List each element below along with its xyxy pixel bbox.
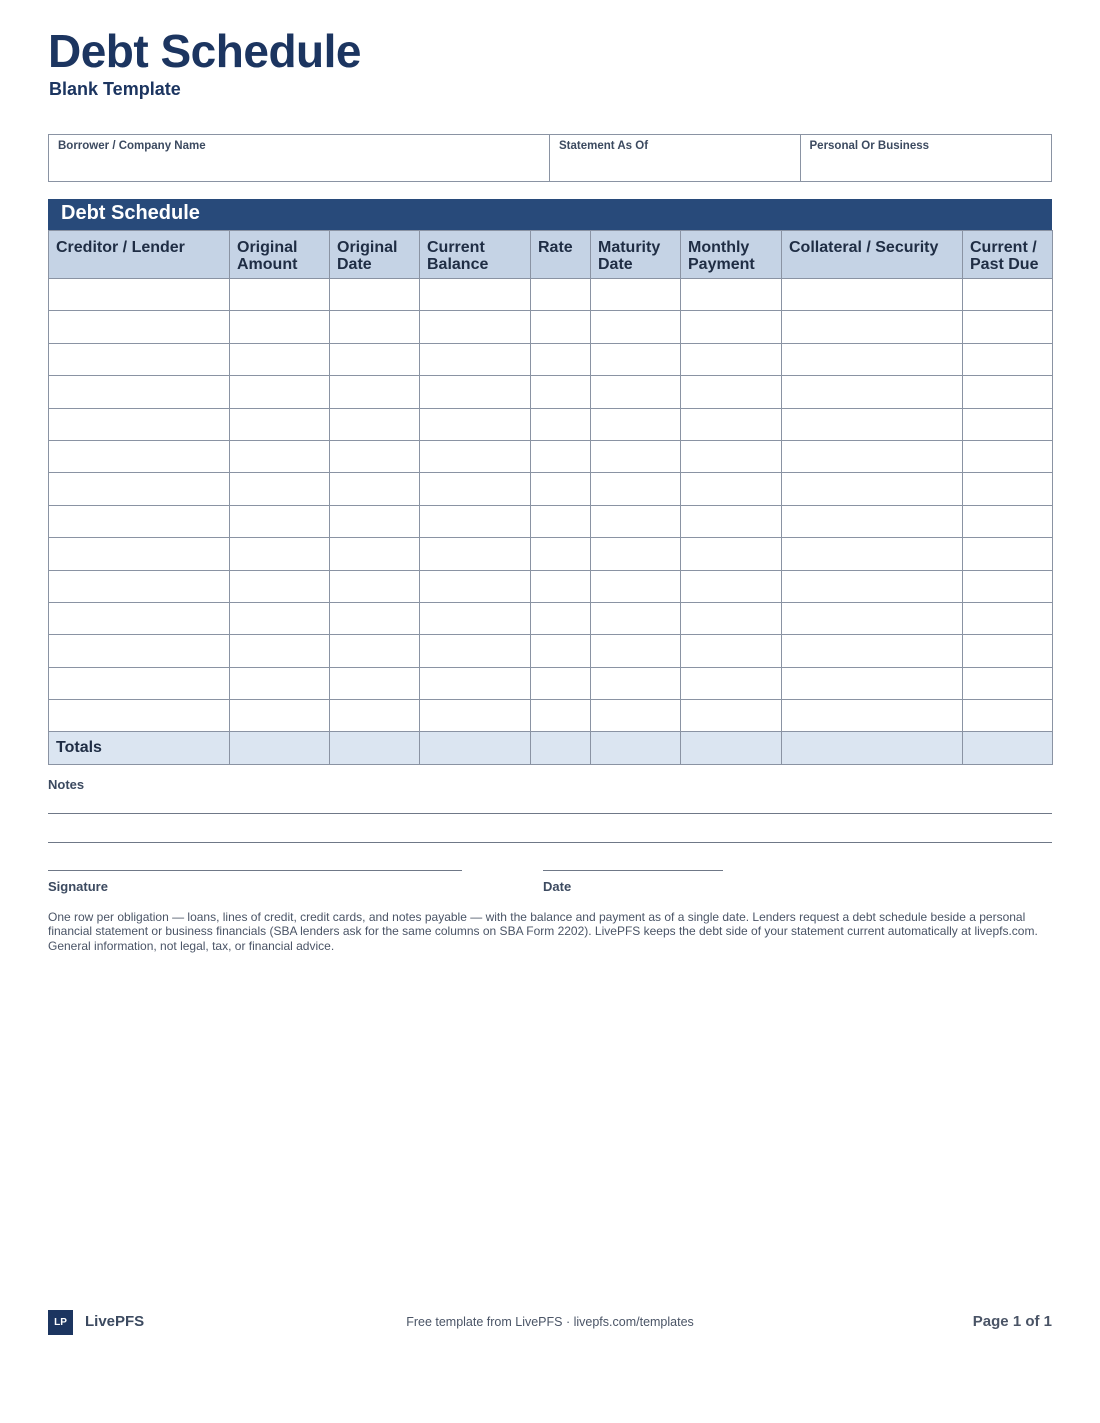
table-cell[interactable]: [420, 279, 531, 311]
table-cell[interactable]: [49, 667, 230, 699]
table-cell[interactable]: [49, 440, 230, 472]
column-header-original-date: Original Date: [330, 231, 420, 279]
notes-line[interactable]: [48, 813, 1052, 814]
table-cell[interactable]: [963, 505, 1053, 537]
table-cell[interactable]: [330, 376, 420, 408]
table-header-row: [49, 231, 1053, 279]
column-header-creditor: Creditor / Lender: [49, 231, 230, 279]
table-cell[interactable]: [230, 602, 330, 634]
table-cell[interactable]: [591, 700, 681, 732]
table-cell[interactable]: [49, 570, 230, 602]
info-box: [48, 134, 1052, 182]
table-row: [49, 602, 1053, 634]
table-cell[interactable]: [591, 408, 681, 440]
table-cell[interactable]: [782, 538, 963, 570]
table-cell[interactable]: [330, 473, 420, 505]
table-row: [49, 343, 1053, 375]
table-cell[interactable]: [591, 343, 681, 375]
table-cell[interactable]: [963, 343, 1053, 375]
table-cell[interactable]: [49, 376, 230, 408]
table-cell[interactable]: [681, 700, 782, 732]
table-cell[interactable]: [531, 343, 591, 375]
table-cell[interactable]: [591, 376, 681, 408]
table-cell[interactable]: [531, 602, 591, 634]
table-cell[interactable]: [681, 440, 782, 472]
table-cell[interactable]: [531, 538, 591, 570]
table-cell[interactable]: [230, 311, 330, 343]
table-cell[interactable]: [963, 667, 1053, 699]
signature-line[interactable]: [48, 870, 462, 871]
table-cell[interactable]: [782, 440, 963, 472]
table-cell[interactable]: [49, 279, 230, 311]
table-cell[interactable]: [963, 700, 1053, 732]
table-cell[interactable]: [330, 279, 420, 311]
table-cell[interactable]: [420, 538, 531, 570]
table-cell[interactable]: [49, 635, 230, 667]
table-cell[interactable]: [963, 570, 1053, 602]
table-cell[interactable]: [681, 602, 782, 634]
column-header-rate: Rate: [531, 231, 591, 279]
table-cell[interactable]: [963, 376, 1053, 408]
table-cell[interactable]: [591, 538, 681, 570]
table-row: [49, 311, 1053, 343]
table-cell[interactable]: [230, 376, 330, 408]
table-cell[interactable]: [49, 602, 230, 634]
table-cell[interactable]: [782, 311, 963, 343]
table-cell[interactable]: [49, 538, 230, 570]
table-cell[interactable]: [591, 570, 681, 602]
table-cell[interactable]: [230, 440, 330, 472]
column-header-maturity-date: Maturity Date: [591, 231, 681, 279]
table-cell[interactable]: [330, 538, 420, 570]
table-cell[interactable]: [330, 311, 420, 343]
totals-label: Totals: [49, 732, 230, 765]
totals-cell[interactable]: [531, 732, 591, 765]
table-cell[interactable]: [531, 408, 591, 440]
table-cell[interactable]: [230, 700, 330, 732]
table-row: [49, 279, 1053, 311]
table-cell[interactable]: [330, 700, 420, 732]
footer-template-link: Free template from LivePFS · livepfs.com/templates: [406, 1315, 694, 1329]
table-cell[interactable]: [330, 505, 420, 537]
brand-name: LivePFS: [85, 1313, 145, 1330]
table-cell[interactable]: [963, 408, 1053, 440]
table-cell[interactable]: [531, 700, 591, 732]
statement-as-of-field[interactable]: [550, 135, 801, 181]
statement-as-of-label: Statement As Of: [558, 140, 649, 152]
table-cell[interactable]: [531, 505, 591, 537]
table-cell[interactable]: [681, 376, 782, 408]
table-cell[interactable]: [782, 700, 963, 732]
footnote-text: One row per obligation — loans, lines of credit, credit cards, and notes payable — with the balance and payment as of a single date. Lenders request a debt schedule beside a personal financial statement or business financials (SBA lenders ask for the same columns on SBA Form 2202). LivePFS keeps the debt side of your statement current automatically at livepfs.com. General information, not legal, tax, or financial advice.: [48, 910, 1038, 953]
table-row: [49, 473, 1053, 505]
page-number: Page 1 of 1: [972, 1313, 1052, 1330]
table-cell[interactable]: [230, 570, 330, 602]
table-cell[interactable]: [591, 602, 681, 634]
table-cell[interactable]: [49, 311, 230, 343]
table-row: [49, 667, 1053, 699]
column-header-original-amount: Original Amount: [230, 231, 330, 279]
table-cell[interactable]: [230, 473, 330, 505]
table-cell[interactable]: [330, 440, 420, 472]
table-cell[interactable]: [963, 279, 1053, 311]
table-cell[interactable]: [782, 279, 963, 311]
table-cell[interactable]: [782, 343, 963, 375]
table-cell[interactable]: [531, 570, 591, 602]
table-cell[interactable]: [330, 408, 420, 440]
table-cell[interactable]: [230, 408, 330, 440]
table-cell[interactable]: [49, 505, 230, 537]
table-cell[interactable]: [531, 667, 591, 699]
table-row: [49, 408, 1053, 440]
table-cell[interactable]: [681, 505, 782, 537]
column-header-current-past-due: Current / Past Due: [963, 231, 1053, 279]
table-cell[interactable]: [963, 635, 1053, 667]
signature-label: Signature: [48, 879, 108, 894]
table-row: [49, 570, 1053, 602]
table-cell[interactable]: [420, 635, 531, 667]
table-cell[interactable]: [420, 570, 531, 602]
table-cell[interactable]: [531, 311, 591, 343]
table-cell[interactable]: [330, 635, 420, 667]
borrower-name-field[interactable]: [49, 135, 550, 181]
table-cell[interactable]: [963, 602, 1053, 634]
personal-or-business-field[interactable]: [801, 135, 1052, 181]
table-cell[interactable]: [230, 343, 330, 375]
table-cell[interactable]: [782, 635, 963, 667]
table-cell[interactable]: [49, 408, 230, 440]
borrower-name-label: Borrower / Company Name: [58, 140, 206, 152]
table-cell[interactable]: [49, 700, 230, 732]
table-cell[interactable]: [591, 635, 681, 667]
totals-cell[interactable]: [591, 732, 681, 765]
table-cell[interactable]: [591, 473, 681, 505]
table-cell[interactable]: [531, 279, 591, 311]
totals-cell[interactable]: [420, 732, 531, 765]
table-cell[interactable]: [681, 408, 782, 440]
table-cell[interactable]: [782, 667, 963, 699]
table-row: [49, 440, 1053, 472]
table-row: [49, 538, 1053, 570]
totals-cell[interactable]: [963, 732, 1053, 765]
totals-cell[interactable]: [330, 732, 420, 765]
table-cell[interactable]: [681, 635, 782, 667]
table-cell[interactable]: [531, 440, 591, 472]
column-header-monthly-payment: Monthly Payment: [681, 231, 782, 279]
table-cell[interactable]: [681, 538, 782, 570]
table-cell[interactable]: [782, 570, 963, 602]
table-cell[interactable]: [681, 473, 782, 505]
table-cell[interactable]: [681, 343, 782, 375]
table-cell[interactable]: [330, 667, 420, 699]
personal-or-business-label: Personal Or Business: [809, 140, 930, 152]
table-cell[interactable]: [420, 376, 531, 408]
table-cell[interactable]: [49, 473, 230, 505]
table-cell[interactable]: [420, 343, 531, 375]
table-cell[interactable]: [782, 473, 963, 505]
notes-line[interactable]: [48, 842, 1052, 843]
table-cell[interactable]: [782, 602, 963, 634]
table-cell[interactable]: [782, 376, 963, 408]
table-row: [49, 505, 1053, 537]
table-row: [49, 700, 1053, 732]
totals-cell[interactable]: [681, 732, 782, 765]
section-header: Debt Schedule: [48, 199, 1052, 230]
table-cell[interactable]: [49, 343, 230, 375]
date-label: Date: [543, 879, 572, 894]
table-cell[interactable]: [591, 505, 681, 537]
table-cell[interactable]: [591, 667, 681, 699]
table-cell[interactable]: [330, 602, 420, 634]
table-cell[interactable]: [591, 311, 681, 343]
page-title: Debt Schedule: [48, 25, 362, 77]
table-row: [49, 635, 1053, 667]
debt-schedule-table: [48, 230, 1053, 765]
table-cell[interactable]: [420, 505, 531, 537]
table-cell[interactable]: [420, 473, 531, 505]
livepfs-logo: LP: [48, 1310, 73, 1335]
table-cell[interactable]: [963, 440, 1053, 472]
page-footer: [48, 1309, 1052, 1335]
table-cell[interactable]: [591, 440, 681, 472]
totals-cell[interactable]: [230, 732, 330, 765]
table-cell[interactable]: [681, 667, 782, 699]
page-subtitle: Blank Template: [49, 79, 181, 99]
table-cell[interactable]: [230, 279, 330, 311]
table-cell[interactable]: [531, 635, 591, 667]
notes-label: Notes: [48, 777, 85, 792]
table-cell[interactable]: [591, 279, 681, 311]
table-cell[interactable]: [963, 538, 1053, 570]
table-cell[interactable]: [963, 311, 1053, 343]
table-cell[interactable]: [681, 279, 782, 311]
table-cell[interactable]: [230, 505, 330, 537]
table-cell[interactable]: [782, 505, 963, 537]
table-cell[interactable]: [963, 473, 1053, 505]
table-cell[interactable]: [531, 376, 591, 408]
table-cell[interactable]: [230, 667, 330, 699]
table-cell[interactable]: [420, 440, 531, 472]
table-cell[interactable]: [420, 311, 531, 343]
table-cell[interactable]: [330, 343, 420, 375]
table-cell[interactable]: [420, 700, 531, 732]
column-header-collateral: Collateral / Security: [782, 231, 963, 279]
table-cell[interactable]: [230, 538, 330, 570]
date-line[interactable]: [543, 870, 723, 871]
table-cell[interactable]: [330, 570, 420, 602]
table-cell[interactable]: [681, 570, 782, 602]
table-body: [49, 279, 1053, 765]
table-cell[interactable]: [230, 635, 330, 667]
table-cell[interactable]: [420, 667, 531, 699]
column-header-current-balance: Current Balance: [420, 231, 531, 279]
table-cell[interactable]: [782, 408, 963, 440]
table-cell[interactable]: [420, 408, 531, 440]
table-row: [49, 376, 1053, 408]
totals-row: [49, 732, 1053, 765]
table-cell[interactable]: [531, 473, 591, 505]
table-cell[interactable]: [420, 602, 531, 634]
table-cell[interactable]: [681, 311, 782, 343]
totals-cell[interactable]: [782, 732, 963, 765]
